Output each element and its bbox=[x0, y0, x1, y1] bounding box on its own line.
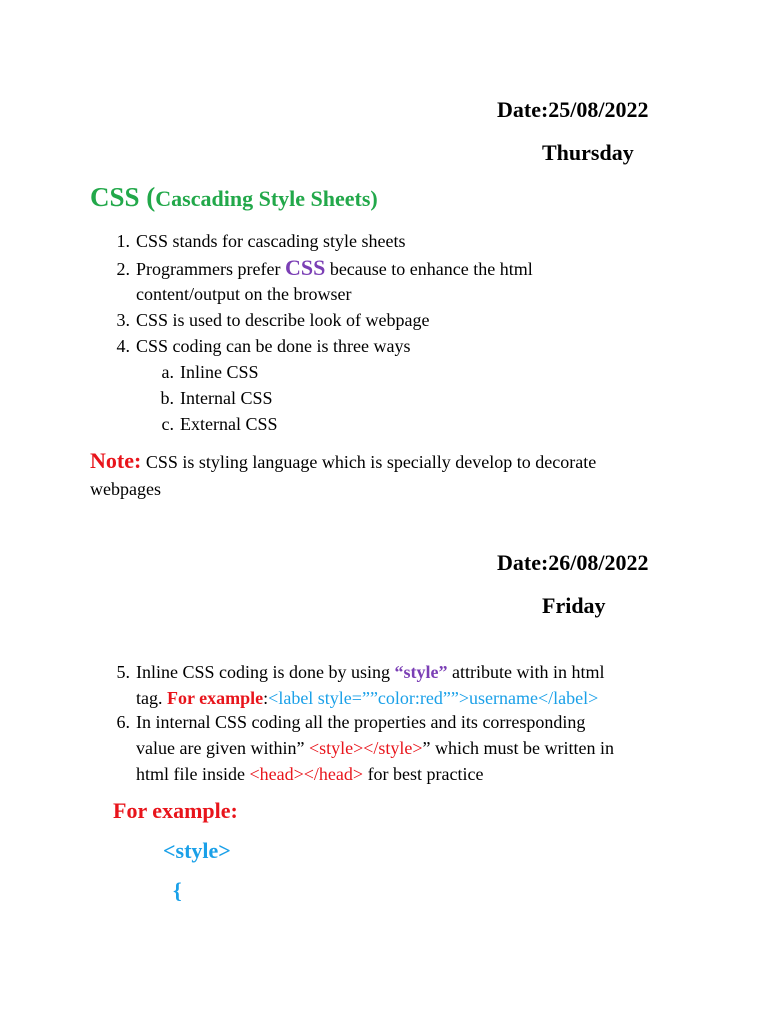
css-highlight: CSS bbox=[284, 255, 326, 280]
list-text: because to enhance the html bbox=[325, 259, 533, 279]
list-text: attribute with in html bbox=[447, 662, 605, 682]
list-item bbox=[106, 709, 585, 735]
list-number: 3. bbox=[116, 310, 130, 330]
style-attribute-highlight: “style” bbox=[394, 662, 448, 682]
sublist-letter: a. bbox=[161, 362, 174, 382]
list-text: In internal CSS coding all the properties and its corresponding bbox=[136, 712, 586, 732]
list-text: Inline CSS coding is done by using bbox=[136, 662, 395, 682]
code-line-style-open: <style> bbox=[163, 838, 231, 863]
list-text: Programmers prefer bbox=[136, 259, 285, 279]
list-text: CSS stands for cascading style sheets bbox=[136, 231, 406, 251]
list-number: 2. bbox=[116, 259, 130, 279]
list-text: ” which must be written in bbox=[422, 738, 615, 758]
head-tag-code: <head></head> bbox=[249, 764, 364, 784]
sublist-letter: c. bbox=[161, 414, 174, 434]
sublist-item bbox=[150, 359, 259, 385]
sublist-letter: b. bbox=[160, 388, 174, 408]
list-text: tag. bbox=[136, 688, 167, 708]
note-paragraph bbox=[90, 448, 596, 475]
day-heading-1: Thursday bbox=[542, 140, 634, 165]
list-item bbox=[106, 228, 405, 254]
list-text: CSS is used to describe look of webpage bbox=[136, 310, 430, 330]
list-item-continuation: content/output on the browser bbox=[136, 284, 352, 304]
list-item-continuation bbox=[136, 735, 614, 761]
list-item-continuation bbox=[136, 685, 598, 711]
example-heading: For example: bbox=[113, 798, 238, 823]
list-text: CSS coding can be done is three ways bbox=[136, 336, 411, 356]
colon: : bbox=[263, 688, 269, 708]
style-tag-code: <style></style> bbox=[308, 738, 423, 758]
list-text: for best practice bbox=[363, 764, 484, 784]
title-close: ) bbox=[370, 186, 378, 211]
note-label: Note: bbox=[90, 448, 142, 473]
list-number: 1. bbox=[116, 231, 130, 251]
list-number: 6. bbox=[116, 712, 130, 732]
list-text: html file inside bbox=[136, 764, 250, 784]
inline-code-example: <label style=””color:red””>username</label> bbox=[268, 688, 599, 708]
date-heading-2: Date:26/08/2022 bbox=[497, 550, 649, 575]
title-main: CSS ( bbox=[90, 182, 156, 212]
list-item-continuation bbox=[136, 761, 484, 787]
code-line-brace: { bbox=[173, 878, 182, 903]
list-item bbox=[106, 659, 605, 685]
example-label: For example bbox=[167, 688, 264, 708]
sublist-text: External CSS bbox=[180, 414, 278, 434]
sublist-item bbox=[150, 385, 273, 411]
list-number: 5. bbox=[116, 662, 130, 682]
list-number: 4. bbox=[116, 336, 130, 356]
list-item bbox=[106, 333, 410, 359]
sublist-text: Inline CSS bbox=[180, 362, 259, 382]
date-heading-1: Date:25/08/2022 bbox=[497, 97, 649, 122]
page-title bbox=[90, 182, 378, 213]
list-item bbox=[106, 307, 429, 333]
sublist-text: Internal CSS bbox=[180, 388, 273, 408]
note-text: CSS is styling language which is specially develop to decorate bbox=[141, 452, 597, 472]
title-sub: Cascading Style Sheets bbox=[155, 186, 371, 211]
sublist-item bbox=[150, 411, 278, 437]
list-item bbox=[106, 255, 533, 282]
day-heading-2: Friday bbox=[542, 593, 606, 618]
list-text: value are given within” bbox=[136, 738, 309, 758]
note-continuation: webpages bbox=[90, 479, 161, 499]
